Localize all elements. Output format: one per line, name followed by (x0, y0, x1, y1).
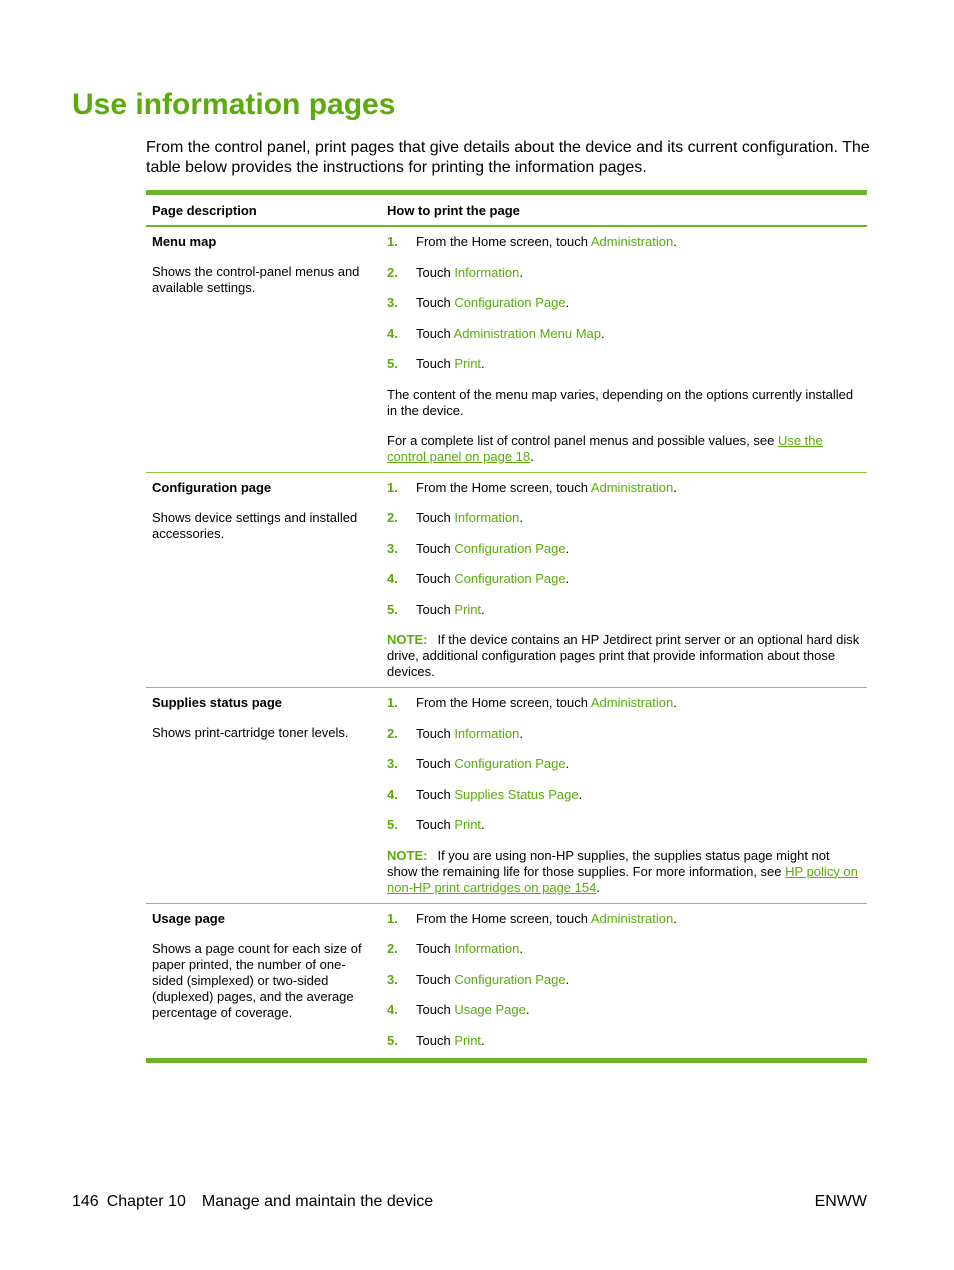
step-text (416, 787, 582, 818)
step-text (416, 510, 523, 541)
step (387, 787, 861, 818)
step-post: . (519, 725, 523, 741)
menu-option-link[interactable]: Information (454, 264, 520, 280)
step (387, 602, 861, 633)
step-number: 5. (387, 817, 398, 832)
step-post: . (519, 941, 523, 956)
step (387, 1002, 861, 1033)
menu-option-link[interactable]: Configuration Page (454, 971, 566, 987)
step-post: . (481, 601, 485, 617)
step-post: . (525, 1002, 530, 1017)
step-pre: Touch (416, 356, 455, 371)
step-pre: Touch (416, 817, 455, 832)
step-pre: Touch (416, 571, 455, 586)
step-text (416, 817, 485, 848)
note-text: If the device contains an HP Jetdirect print server or an optional hard disk drive, additional configuration pages print that provide information about those devices. (387, 632, 860, 679)
step-number: 4. (387, 1002, 398, 1017)
step-number: 1. (387, 910, 398, 926)
step-pre: Touch (416, 325, 454, 341)
step (387, 972, 861, 1003)
menu-option-link[interactable]: Print (454, 356, 482, 371)
step-text (416, 756, 569, 787)
step-number: 2. (387, 264, 398, 280)
step-number: 4. (387, 571, 398, 586)
step-pre: Touch (416, 601, 455, 617)
step-pre: From the Home screen, touch (416, 479, 591, 495)
step-number: 1. (387, 695, 398, 710)
step-pre: Touch (416, 941, 455, 956)
menu-option-link[interactable]: Configuration Page (454, 295, 566, 310)
step-post: . (578, 786, 583, 802)
table-row-supplies-status-page (146, 688, 867, 904)
row-description-cell (146, 234, 381, 465)
step-post: . (565, 540, 570, 556)
note-text: If you are using non-HP supplies, the supplies status page might not show the remaining life for those supplies. For more information, see (387, 847, 830, 879)
row-description-cell (146, 695, 381, 896)
note-block (387, 848, 861, 896)
step-pre: From the Home screen, touch (416, 695, 591, 710)
step-post: . (673, 695, 677, 710)
step (387, 234, 861, 265)
step-number: 3. (387, 540, 398, 556)
table-header-row (146, 195, 867, 227)
row-desc: Shows the control-panel menus and available settings. (152, 264, 360, 295)
menu-option-link[interactable]: Print (454, 817, 482, 832)
step-post: . (565, 295, 570, 310)
menu-option-link[interactable]: Print (454, 601, 482, 617)
step-text (416, 695, 677, 726)
menu-option-link[interactable]: Information (454, 510, 520, 525)
menu-option-link[interactable]: Usage Page (454, 1002, 526, 1017)
step-number: 5. (387, 601, 398, 617)
step-text (416, 972, 569, 1003)
step-text (416, 911, 677, 942)
step-post: . (481, 356, 485, 371)
step-text (416, 356, 485, 387)
row-instructions-cell (381, 234, 867, 465)
step-number: 3. (387, 295, 398, 310)
note-block (387, 632, 861, 680)
row-instructions-cell (381, 911, 867, 1051)
step-number: 2. (387, 725, 398, 741)
step-pre: Touch (416, 510, 455, 525)
note-post: . (596, 879, 600, 895)
step (387, 1033, 861, 1051)
table-row-menu-map (146, 227, 867, 473)
step-post: . (565, 971, 570, 987)
step-pre: Touch (416, 1032, 455, 1048)
step-post: . (673, 910, 677, 926)
table-bottom-rule (146, 1058, 867, 1063)
menu-option-link[interactable]: Information (454, 941, 520, 956)
page-footer-right: ENWW (814, 1193, 867, 1210)
page-title: Use information pages (72, 88, 396, 121)
step-number: 2. (387, 510, 398, 525)
row-desc: Shows device settings and installed accessories. (152, 509, 358, 541)
row-name: Usage page (152, 910, 225, 926)
step (387, 326, 861, 357)
step-text (416, 941, 523, 972)
step-post: . (673, 479, 677, 495)
step-pre: Touch (416, 1002, 455, 1017)
step (387, 571, 861, 602)
step-text (416, 295, 569, 326)
step (387, 510, 861, 541)
header-how-to-print: How to print the page (387, 202, 520, 218)
step (387, 817, 861, 848)
step-text (416, 571, 569, 602)
step-pre: Touch (416, 786, 455, 802)
control-panel-link[interactable]: Use the control panel on page 18 (387, 432, 823, 464)
menu-option-link[interactable]: Administration (590, 910, 674, 926)
note-label: NOTE: (387, 632, 428, 647)
page-footer-left (72, 1193, 433, 1211)
menu-option-link[interactable]: Print (454, 1032, 482, 1048)
step-pre: From the Home screen, touch (416, 234, 591, 249)
step-pre: From the Home screen, touch (416, 910, 591, 926)
step (387, 541, 861, 572)
step-number: 1. (387, 234, 398, 249)
chapter-label: Chapter 10 (106, 1193, 186, 1210)
step-pre: Touch (416, 971, 455, 987)
menu-map-reference (387, 433, 861, 465)
step-number: 3. (387, 756, 398, 771)
step (387, 756, 861, 787)
step-post: . (519, 264, 523, 280)
row-description-cell (146, 911, 381, 1051)
step-text (416, 326, 605, 357)
table-row-configuration-page (146, 473, 867, 689)
step-post: . (481, 817, 485, 832)
step-text (416, 602, 485, 633)
step-post: . (565, 756, 570, 771)
step (387, 726, 861, 757)
step-number: 3. (387, 971, 398, 987)
step-pre: Touch (416, 756, 455, 771)
row-name: Menu map (152, 234, 217, 249)
step-post: . (565, 571, 570, 586)
page-number: 146 (72, 1193, 99, 1210)
step (387, 356, 861, 387)
row-name: Configuration page (152, 479, 272, 495)
table-row-usage-page (146, 904, 867, 1058)
step-pre: Touch (416, 295, 455, 310)
step-text (416, 541, 569, 572)
step-text (416, 265, 523, 296)
step-number: 4. (387, 786, 398, 802)
step-pre: Touch (416, 725, 455, 741)
menu-option-link[interactable]: Administration (590, 479, 674, 495)
step-text (416, 1033, 485, 1051)
row-name: Supplies status page (152, 695, 283, 710)
hp-policy-link[interactable]: HP policy on non-HP print cartridges on page 154 (387, 863, 858, 895)
menu-option-link[interactable]: Configuration Page (454, 571, 566, 586)
menu-option-link[interactable]: Configuration Page (454, 756, 566, 771)
row-description-cell (146, 480, 381, 681)
step (387, 941, 861, 972)
step-text (416, 234, 677, 265)
step-number: 4. (387, 325, 398, 341)
chapter-title: Manage and maintain the device (201, 1193, 434, 1210)
row-instructions-cell (381, 480, 867, 681)
menu-map-note: The content of the menu map varies, depending on the options currently installed in the device. (387, 386, 854, 418)
row-desc: Shows print-cartridge toner levels. (152, 725, 349, 740)
step-text (416, 1002, 530, 1033)
step-post: . (481, 1032, 485, 1048)
menu-option-link[interactable]: Information (454, 725, 520, 741)
menu-option-link[interactable]: Administration (590, 695, 674, 710)
step (387, 265, 861, 296)
step-number: 5. (387, 1032, 398, 1048)
step (387, 480, 861, 511)
step-number: 5. (387, 356, 398, 371)
reference-text: For a complete list of control panel menus and possible values, see (387, 432, 778, 448)
menu-option-link[interactable]: Supplies Status Page (454, 786, 579, 802)
info-pages-table (146, 190, 867, 1063)
step-text (416, 726, 523, 757)
note-label: NOTE: (387, 847, 428, 863)
menu-option-link[interactable]: Administration (590, 234, 674, 249)
step-post: . (601, 325, 605, 341)
step (387, 911, 861, 942)
step-post: . (673, 234, 677, 249)
menu-option-link[interactable]: Configuration Page (454, 540, 566, 556)
step-post: . (519, 510, 523, 525)
header-page-description: Page description (152, 202, 257, 218)
step-number: 1. (387, 479, 398, 495)
reference-post: . (530, 448, 534, 464)
row-desc: Shows a page count for each size of paper printed, the number of one-sided (simplexed) or two-sided (duplexed) pages, and the average percentage of coverage. (152, 940, 362, 1020)
step-text (416, 480, 677, 511)
step-number: 2. (387, 941, 398, 956)
menu-option-link[interactable]: Administration Menu Map (453, 325, 601, 341)
step (387, 695, 861, 726)
step (387, 295, 861, 326)
intro-paragraph: From the control panel, print pages that give details about the device and its current configuration. The table below provides the instructions for printing the information pages. (146, 139, 870, 176)
step-pre: Touch (416, 540, 455, 556)
row-instructions-cell (381, 695, 867, 896)
step-pre: Touch (416, 264, 455, 280)
